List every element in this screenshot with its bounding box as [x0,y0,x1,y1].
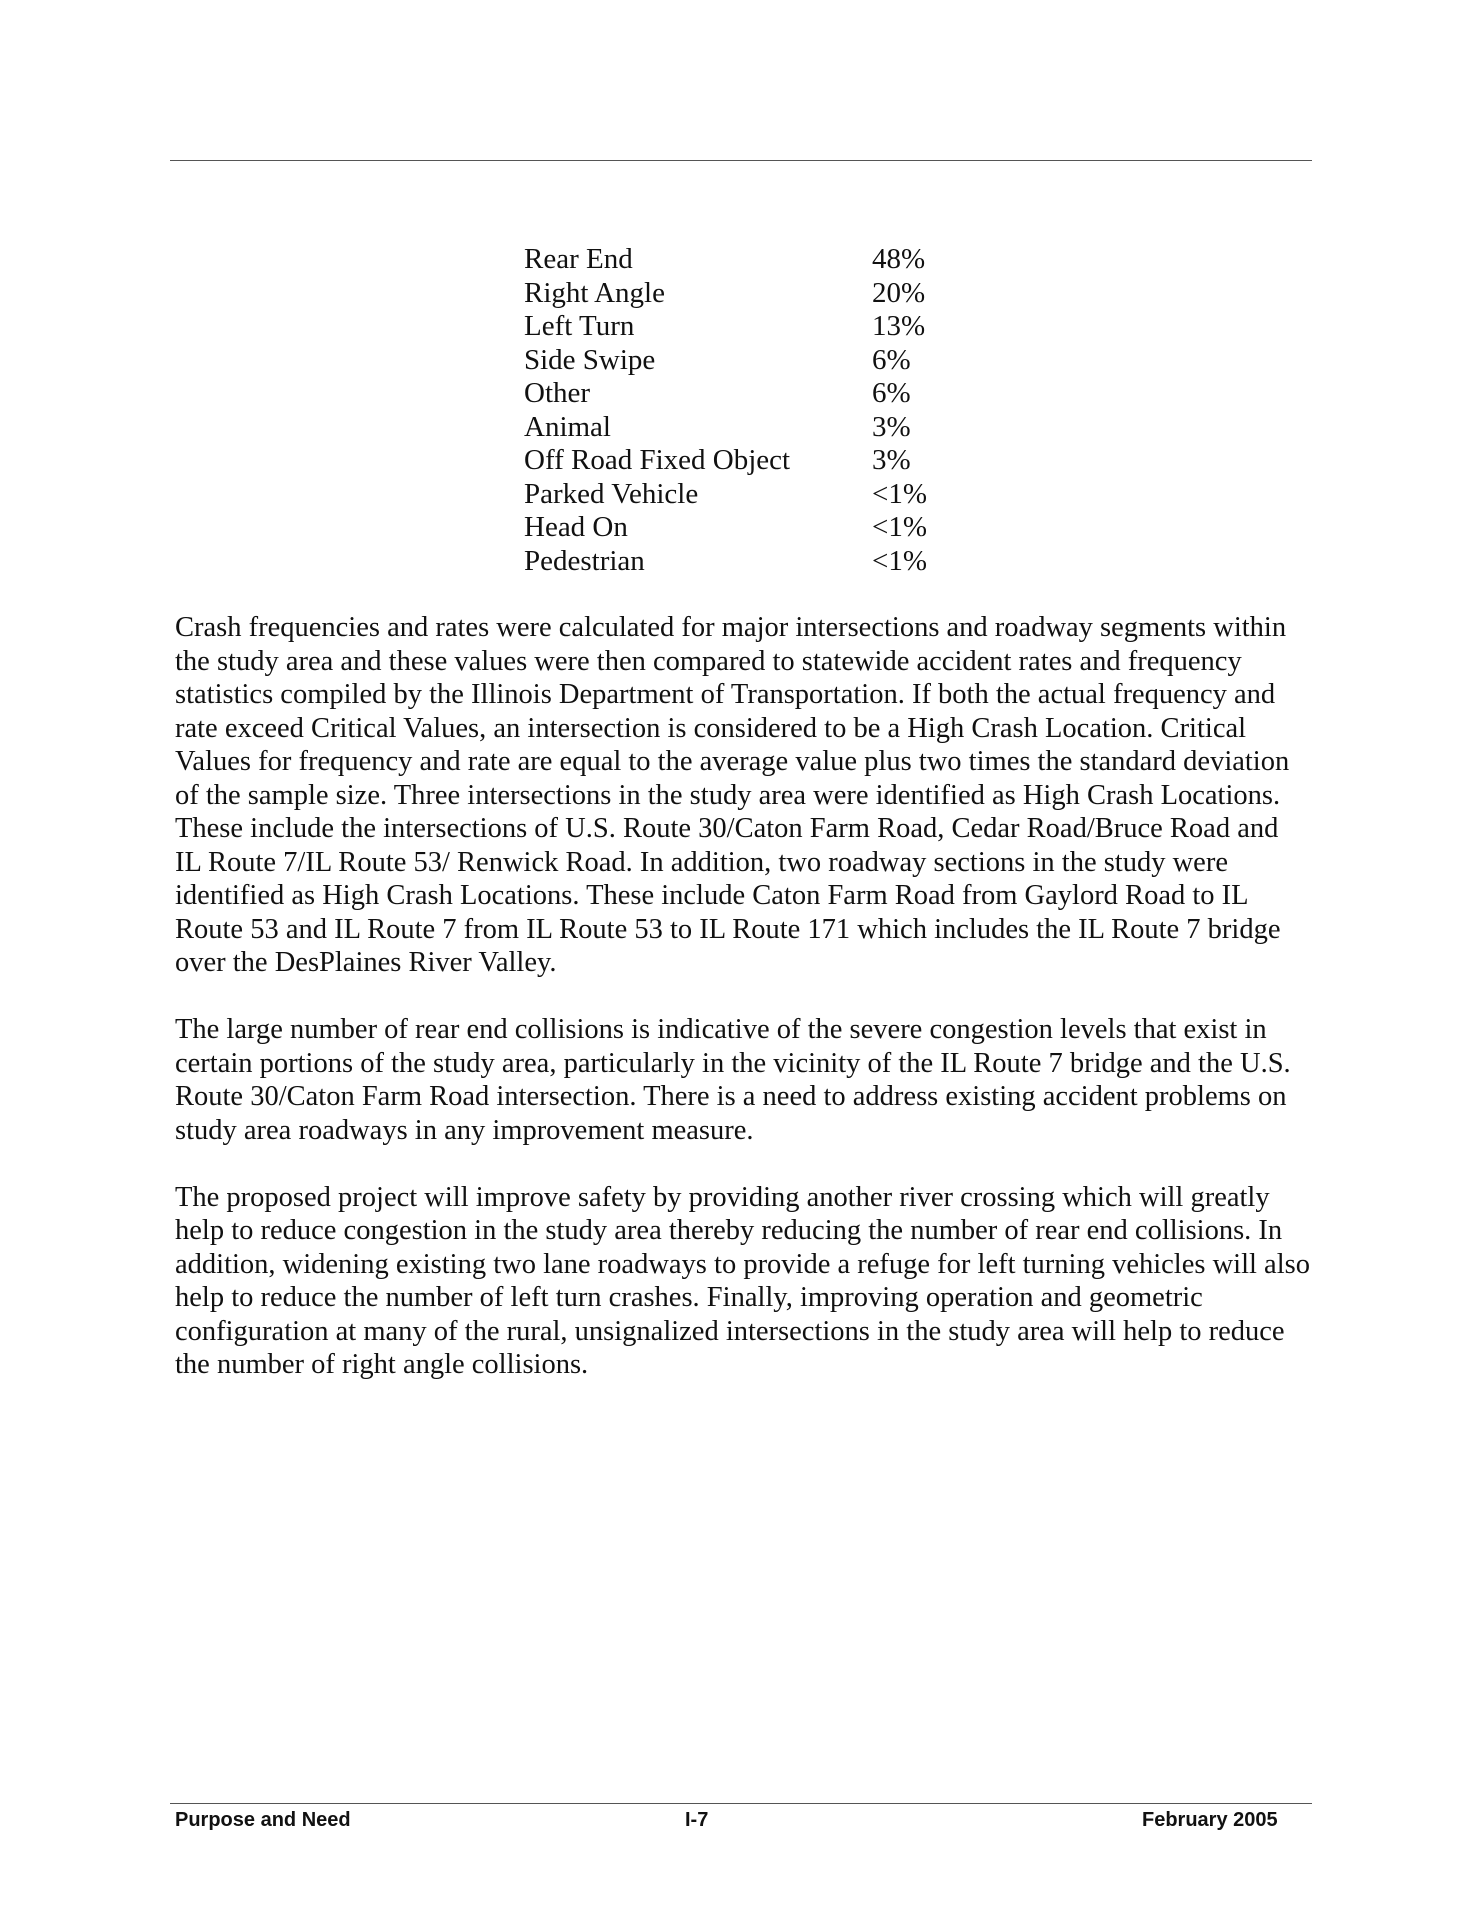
crash-percent: 6% [872,343,911,376]
crash-type: Rear End [524,243,633,275]
table-row [524,411,952,445]
crash-percent: 3% [872,410,911,443]
crash-type: Animal [524,410,611,443]
table-row [524,444,952,478]
crash-percent: 48% [872,243,926,275]
paragraph-proposed-project: The proposed project will improve safety by providing another river crossing which will greatly help to reduce congestion in the study area thereby reducing the number of rear end collisions. In addition, widening existing two lane roadways to provide a refuge for left turning vehicles will also help to reduce the number of left turn crashes. Finally, improving operation and geometric configuration at many of the rural, unsignalized intersections in the study area will help to reduce the number of right angle collisions. [175,1181,1310,1380]
crash-percent: 3% [872,444,911,476]
header-rule [170,160,1312,161]
crash-percent: 20% [872,276,926,309]
footer-page-number: I-7 [685,1809,709,1831]
table-row [524,344,952,378]
table-row [524,277,952,311]
crash-percent: <1% [872,477,928,510]
crash-type: Off Road Fixed Object [524,444,791,476]
footer-rule [170,1803,1312,1804]
crash-percent: 13% [872,310,926,342]
table-row [524,243,952,277]
footer-date: February 2005 [1142,1809,1278,1831]
table-row [524,545,952,579]
table-row [524,377,952,411]
crash-type: Side Swipe [524,343,656,376]
crash-type: Other [524,377,591,409]
table-row [524,478,952,512]
table-row [524,511,952,545]
paragraph-rear-end-collisions: The large number of rear end collisions is indicative of the severe congestion levels that exist in certain portions of the study area, particularly in the vicinity of the IL Route 7 bridge and the U.S. Route 30/Caton Farm Road intersection. There is a need to address existing accident problems on study area roadways in any improvement measure. [175,1014,1291,1146]
crash-percent: 6% [872,377,911,409]
crash-type: Left Turn [524,310,635,342]
crash-type: Right Angle [524,276,665,309]
crash-percent: <1% [872,511,928,543]
crash-type: Parked Vehicle [524,477,699,510]
table-row [524,310,952,344]
body-text [175,611,1310,1415]
crash-type-table [524,243,952,578]
crash-percent: <1% [872,544,928,577]
footer-section-title: Purpose and Need [175,1809,351,1831]
crash-type: Pedestrian [524,544,645,577]
crash-type: Head On [524,511,628,543]
paragraph-crash-frequencies: Crash frequencies and rates were calculated for major intersections and roadway segments within the study area and these values were then compared to statewide accident rates and frequency statistics compiled by the Illinois Department of Transportation. If both the actual frequency and rate exceed Critical Values, an intersection is considered to be a High Crash Location. Critical Values for frequency and rate are equal to the average value plus two times the standard deviation of the sample size. Three intersections in the study area were identified as High Crash Locations. These include the intersections of U.S. Route 30/Caton Farm Road, Cedar Road/Bruce Road and IL Route 7/IL Route 53/ Renwick Road. In addition, two roadway sections in the study were identified as High Crash Locations. These include Caton Farm Road from Gaylord Road to IL Route 53 and IL Route 7 from IL Route 53 to IL Route 171 which includes the IL Route 7 bridge over the DesPlaines River Valley. [175,612,1290,978]
